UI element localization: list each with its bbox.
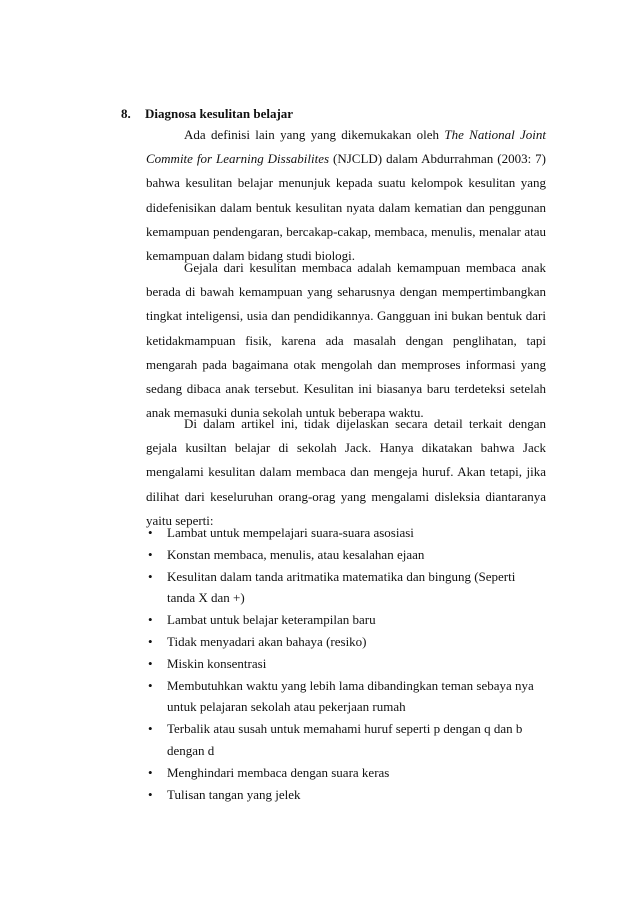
list-item-text: Kesulitan dalam tanda aritmatika matematika dan bingung (Seperti tanda X dan +): [167, 568, 516, 606]
list-item: [146, 784, 546, 806]
italic-organization-name: The National Joint Commite for Learning Dissabilites: [146, 127, 547, 167]
bullet-icon: •: [148, 612, 153, 628]
list-item: [146, 544, 546, 566]
paragraph-article-jack: [146, 412, 546, 533]
section-number: 8.: [121, 106, 131, 121]
bullet-icon: •: [148, 546, 153, 562]
bullet-icon: •: [148, 677, 153, 693]
list-item: [146, 566, 546, 610]
bullet-icon: •: [148, 655, 153, 671]
list-item: [146, 609, 546, 631]
list-item: [146, 718, 546, 762]
list-item-text: Terbalik atau susah untuk memahami huruf seperti p dengan q dan b dengan d: [167, 721, 523, 758]
list-item-text: Konstan membaca, menulis, atau kesalahan ejaan: [167, 546, 425, 562]
list-item-text: Tidak menyadari akan bahaya (resiko): [167, 633, 367, 649]
paragraph-text-after-italic: (NJCLD) dalam Abdurrahman (2003: 7) bahwa kesulitan belajar menunjuk kepada suatu kelompok kesulitan yang didefenisikan dalam bentuk kesulitan nyata dalam kematian dan penggunan kemampuan pendengaran, bercakap-cakap, membaca, menulis, menalar atau kemampuan dalam bidang studi biologi.: [146, 151, 546, 264]
paragraph-text: Gejala dari kesulitan membaca adalah kemampuan membaca anak berada di bawah kemampuan yang seharusnya dengan mempertimbangkan tingkat inteligensi, usia dan pendidikannya. Gangguan ini bukan bentuk dari ketidakmampuan fisik, karena ada masalah dengan penglihatan, tapi mengarah pada bagaimana otak mengolah dan memproses informasi yang sedang dibaca anak tersebut. Kesulitan ini biasanya baru terdeteksi setelah anak memasuki dunia sekolah untuk beberapa waktu.: [146, 260, 546, 421]
list-item: [146, 675, 546, 719]
paragraph-njcld-definition: [146, 123, 546, 268]
list-item: [146, 762, 546, 784]
list-item: [146, 522, 546, 544]
dyslexia-symptom-list: [146, 522, 546, 805]
paragraph-text-before-italic: Ada definisi lain yang yang dikemukakan oleh: [184, 127, 445, 142]
paragraph-text: Di dalam artikel ini, tidak dijelaskan secara detail terkait dengan gejala kusiltan belajar di sekolah Jack. Hanya dikatakan bahwa Jack mengalami kesulitan dalam membaca dan mengeja huruf. Akan tetapi, jika dilihat dari keseluruhan orang-orag yang mengalami disleksia diantaranya yaitu seperti:: [146, 416, 546, 528]
list-item-text: Miskin konsentrasi: [167, 655, 267, 671]
bullet-icon: •: [148, 633, 153, 649]
paragraph-reading-symptoms: [146, 256, 546, 425]
bullet-icon: •: [148, 525, 153, 540]
section-title: Diagnosa kesulitan belajar: [145, 106, 294, 121]
list-item-text: Lambat untuk belajar keterampilan baru: [167, 612, 376, 628]
bullet-icon: •: [148, 568, 153, 584]
bullet-icon: •: [148, 721, 153, 737]
list-item-text: Tulisan tangan yang jelek: [167, 786, 301, 802]
list-item-text: Membutuhkan waktu yang lebih lama dibandingkan teman sebaya nya untuk pelajaran sekolah atau pekerjaan rumah: [167, 677, 534, 715]
bullet-icon: •: [148, 786, 153, 802]
list-item: [146, 631, 546, 653]
list-item: [146, 653, 546, 675]
section-heading: [121, 105, 293, 123]
list-item-text: Menghindari membaca dengan suara keras: [167, 764, 390, 780]
bullet-icon: •: [148, 764, 153, 780]
list-item-text: Lambat untuk mempelajari suara-suara asosiasi: [167, 525, 414, 540]
